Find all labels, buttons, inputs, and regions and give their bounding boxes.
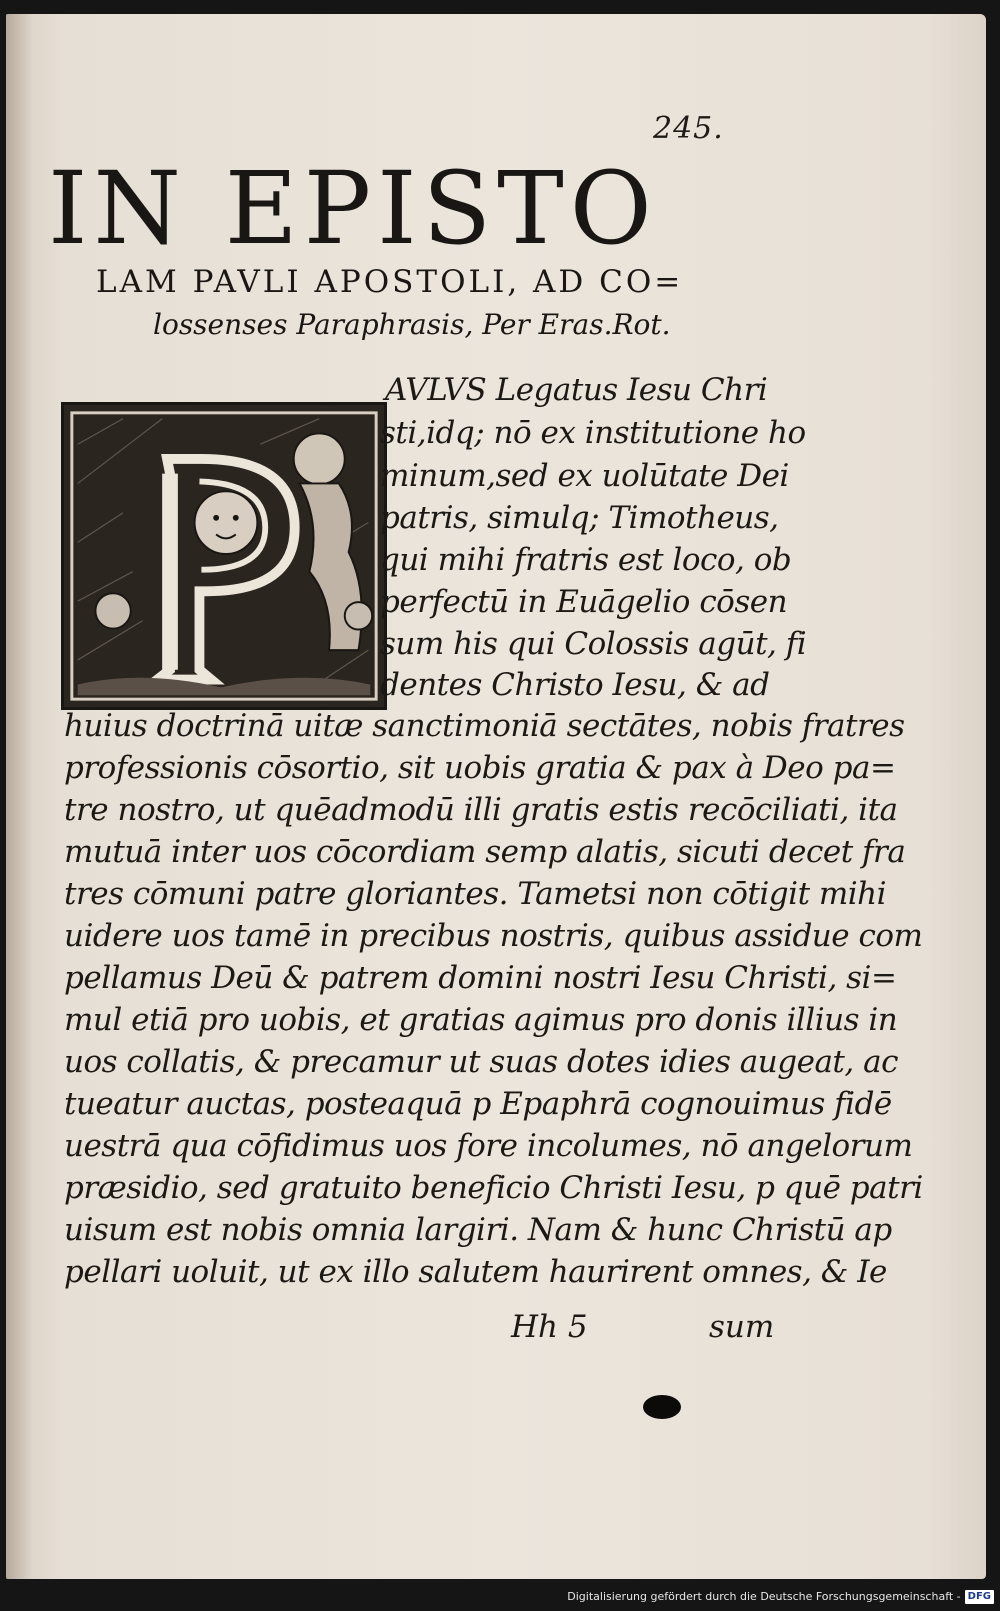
woodcut-illustration-icon [64, 405, 384, 707]
text-line: mutuā inter uos cōcordiam semp alatis, sicuti decet fra [64, 834, 906, 870]
text-line: uos collatis, & precamur ut suas dotes idies augeat, ac [64, 1044, 898, 1080]
catchword: sum [709, 1309, 775, 1345]
text-line: pellari uoluit, ut ex illo salutem haurirent omnes, & Ie [64, 1254, 887, 1290]
page-number: 245. [653, 111, 724, 146]
text-line: mul etiā pro uobis, et gratias agimus pro donis illius in [64, 1002, 898, 1038]
text-line: pellamus Deū & patrem domini nostri Iesu Christi, si= [64, 960, 897, 996]
dfg-logo-icon: DFG [965, 1590, 994, 1604]
text-line: AVLVS Legatus Iesu Chri [385, 372, 768, 408]
text-line: tres cōmuni patre gloriantes. Tametsi non cōtigit mihi [64, 876, 887, 912]
text-line: qui mihi fratris est loco, ob [380, 542, 792, 578]
title-subheading: LAM PAVLI APOSTOLI, AD CO= [96, 264, 684, 300]
book-page [6, 14, 986, 1579]
title-heading: IN EPISTO [48, 150, 658, 267]
text-line: perfectū in Euāgelio cōsen [380, 584, 788, 620]
title-attribution: lossenses Paraphrasis, Per Eras.Rot. [153, 308, 671, 341]
text-line: tre nostro, ut quēadmodū illi gratis estis recōciliati, ita [64, 792, 898, 828]
text-line: sum his qui Colossis agūt, fi [380, 626, 807, 662]
text-line: huius doctrinā uitæ sanctimoniā sectātes, nobis fratres [64, 708, 905, 744]
text-line: tueatur auctas, posteaquā p Epaphrā cognouimus fidē [64, 1086, 892, 1122]
text-line: uidere uos tamē in precibus nostris, quibus assidue com [64, 918, 923, 954]
decorated-initial [61, 402, 387, 710]
text-line: minum,sed ex uolūtate Dei [380, 458, 789, 494]
credit-text: Digitalisierung gefördert durch die Deutsche Forschungsgemeinschaft - [567, 1590, 961, 1603]
text-line: sti,idq; nō ex institutione ho [380, 415, 806, 451]
text-line: præsidio, sed gratuito beneficio Christi Iesu, p quē patri [64, 1170, 923, 1206]
ink-blot [643, 1395, 681, 1419]
text-line: uestrā qua cōfidimus uos fore incolumes, nō angelorum [64, 1128, 913, 1164]
digitization-credit [567, 1587, 994, 1607]
text-line: professionis cōsortio, sit uobis gratia & pax à Deo pa= [64, 750, 896, 786]
signature-mark: Hh 5 [511, 1309, 588, 1345]
text-line: uisum est nobis omnia largiri. Nam & hunc Christū ap [64, 1212, 892, 1248]
text-line: patris, simulq; Timotheus, [380, 500, 779, 536]
page-footer-marks [6, 1309, 986, 1349]
text-line: dentes Christo Iesu, & ad [380, 667, 770, 703]
